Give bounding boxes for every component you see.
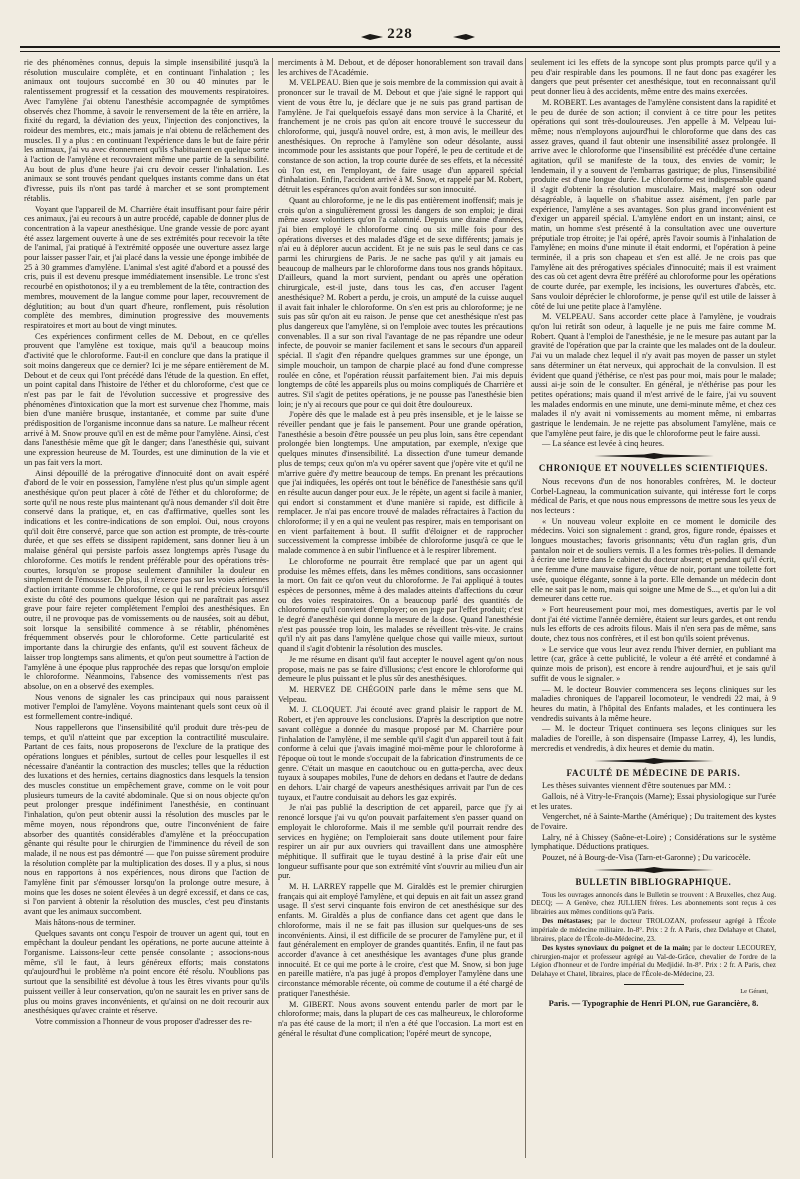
column-3 bbox=[531, 58, 776, 1009]
section-ornament bbox=[531, 453, 776, 459]
paragraph: M. HERVEZ DE CHÉGOIN parle dans le même sens que M. Velpeau. bbox=[278, 685, 523, 704]
bulletin-item bbox=[531, 917, 776, 943]
paragraph: merciments à M. Debout, et de déposer honorablement son travail dans les archives de l'Académie. bbox=[278, 58, 523, 77]
column-divider bbox=[272, 58, 273, 1158]
bulletin-intro: Tous les ouvrages annoncés dans le Bulletin se trouvent : A Bruxelles, chez Aug. DECQ; — A Genève, chez JULLIEN frères. Les abonnements sont reçus à ces librairies aux mêmes conditions qu'à Paris. bbox=[531, 890, 776, 916]
paragraph: — M. le docteur Bouvier commencera ses leçons cliniques sur les maladies chroniques de l'appareil locomoteur, le vendredi 22 mai, à 9 heures du matin, à l'hôpital des Enfants malades, et les continuera les vendredis suivants à la même heure. bbox=[531, 684, 776, 723]
bulletin-heading: BULLETIN BIBLIOGRAPHIQUE. bbox=[575, 876, 732, 887]
paragraph: Ainsi dépouillé de la prérogative d'innocuité dont on avait espéré d'abord de le voir en possession, l'amylène n'est plus qu'un simple agent anesthésique qu'on peut placer à côté de l'éther et du chloroforme; de sorte qu'il ne nous reste plus maintenant qu'à nous demander s'il doit être conservé dans la pratique, et, en cas d'affirmative, quelles sont les indications et les contre-indications de son emploi. Oui, nous croyons qu'il doit être conservé, parce que son action est prompte, de très-courte durée, et que ses effets se dissipent rapidement, sans donner lieu à un malaise général qui persiste parfois assez longtemps après l'usage du chloroforme. Ces motifs le rendent préférable pour des opérations très-courtes, lorsqu'on se propose seulement d'annihiler la douleur en simplement de l'émousser. De plus, il n'exerce pas sur les voies aériennes d'action irritante comme le chloroforme, ce qui le rend précieux lorsqu'il existe du côté des poumons quelque lésion qui ne paraîtrait pas assez grave pour faire rejeter complétement l'emploi des anesthésiques. En outre, il ne provoque pas de vomissements ou de nausées, soit au début, soit lorsque la sensibilité commence à se rétablir, phénomènes fréquemment observés pour le chloroforme. Cette particularité est importante dans la chirurgie des enfants, qu'il est souvent fâcheux de laisser trop longtemps sans aliments, et qu'on peut soumettre à l'action de l'amylène à une époque plus rapprochée des repas que lorsqu'on emploie le chloroforme. Néanmoins, l'absence des vomissements n'est pas absolue, on en a observé des exemples. bbox=[24, 468, 269, 691]
thesis-item: Lalry, né à Chissey (Saône-et-Loire) ; Considérations sur le système lymphatique. Déductions pratiques. bbox=[531, 832, 776, 852]
bulletin-item-title: Des kystes synoviaux du poignet et de la main; bbox=[542, 944, 691, 953]
paragraph: seulement ici les effets de la syncope sont plus prompts parce qu'il y a peu d'air respirable dans les poumons. Il ne faut donc pas exagérer les dangers que peut présenter cet anesthésique, tout en reconnaissant qu'il peut donner lieu à des accidents, même entre des mains exercées. bbox=[531, 58, 776, 97]
bulletin-item bbox=[531, 944, 776, 978]
gerant-label: Le Gérant, bbox=[740, 988, 768, 996]
column-2 bbox=[278, 58, 523, 1039]
paragraph: M. VELPEAU. Bien que je sois membre de la commission qui avait à prononcer sur le travail de M. Debout et que j'aie signé le rapport qui vient de vous être lu, je déclare que je ne suis pas grand partisan de l'amylène. Je l'ai quelquefois essayé dans mon service à la Charité, et franchement je ne crois pas qu'on ait encore trouvé le successeur du chloroforme, qui, jusqu'à nouvel ordre, est, à mon avis, le meilleur des anesthésiques. On reproche à l'amylène son odeur désolante, aussi incommode pour les assistants que pour l'opéré, le peu de certitude et de constance de son action, la trop courte durée de ses effets, et la nécessité où l'on est, en l'employant, de faire usage d'un appareil spécial d'inhalation. Enfin, l'accident arrivé à M. Snow, et rappelé par M. Robert, détruit les espérances qu'on avait fondées sur son innocuité. bbox=[278, 78, 523, 195]
paragraph: M. ROBERT. Les avantages de l'amylène consistent dans la rapidité et le peu de durée de son action; il convient à ce titre pour les petites opérations qui sont très-douloureuses. J'en appelle à M. Velpeau lui-même; nous n'employons aujourd'hui le chloroforme que dans des cas assez graves, quand il faut obtenir une insensibilité assez prolongée. Il arrive avec le chloroforme que l'insensibilité est précédée d'une certaine agitation, qu'il se manifeste de la toux, des envies de vomir; le lendemain, il y a souvent de l'embarras gastrique; de plus, l'insensibilité produite est d'une longue durée. Le chloroforme est indispensable quand il s'agit d'obtenir la résolution musculaire. Mais, malgré son odeur désagréable, à laquelle on s'habitue assez aisément, j'en parle par expérience, l'amylène a ses avantages. Son plus grand inconvénient est d'exiger un appareil spécial. L'amylène endort en un instant; ainsi, ce matin, un homme s'est présenté à la consultation avec une ouverture préputiale trop étroite; je l'ai opéré, après l'avoir soumis à l'inhalation de l'amylène; en moins d'une minute il était endormi, et l'opération à peine terminée, il a pris son chapeau et s'en est allé. Je ne crois pas que l'amylène ait des prérogatives spéciales d'innocuité; mais il est vraiment des cas où cet agent devra être préféré au chloroforme pour les opérations de courte durée, par exemple, les incisions, les ouvertures d'abcès, etc. Sans vouloir déprécier le chloroforme, je pense qu'il est utile de laisser à côté de lui une petite place à l'amylène. bbox=[531, 97, 777, 311]
paragraph: Quelques savants ont conçu l'espoir de trouver un agent qui, tout en empêchant la douleur pendant les opérations, ne porte aucune atteinte à l'organisme. Laissons-leur cette pensée consolante ; associons-nous même, s'il le faut, à leurs généreux efforts; mais constatons qu'aujourd'hui le problème n'a point encore été résolu. N'oublions pas surtout que la sensibilité est dévolue à tous les êtres vivants pour qu'ils puissent veiller à leur conservation, qu'on ne saurait les en priver sans de plus ou moins graves inconvénients, et qu'ainsi on ne doit recourir aux anesthésiques qu'avec crainte et réserve. bbox=[24, 928, 269, 1016]
paragraph: M. VELPEAU. Sans accorder cette place à l'amylène, je voudrais qu'on lui retirât son odeur, à laquelle je ne puis me faire comme M. Robert. Quant à l'emploi de l'anesthésie, je ne le mesure pas autant par la gravité de l'opération que par la crainte que les malades ont de la douleur. J'ai vu un malade chez lequel il n'y avait pas moyen de passer un stylet sans déterminer un état nerveux, qui approchait de la convulsion. Il est évident que quand j'éthérise, ce n'est pas pour moi, mais pour le malade; aussi ai-je soin de le consulter. En général, je n'éthérise pas pour les petites opérations; mais quand il m'est arrivé de le faire, j'ai vu souvent les malades endormis en une minute, une demi-minute même, et chez ces malades il n'y avait ni vomissements au moment même, ni embarras gastrique le lendemain. Je ne rejette pas absolument l'amylène, mais ce que l'amylène peut faire, je dis que le chloroforme peut le faire aussi. bbox=[531, 312, 776, 438]
paragraph: M. H. LARREY rappelle que M. Giraldès est le premier chirurgien français qui ait employé l'amylène, et qui depuis en ait fait un assez grand usage. Il s'est servi cinquante fois environ de cet anesthésique sur des enfants. M. Giraldès a plus de confiance dans cet agent que dans le chloroforme, mais il ne se fait pas illusion sur quelques-uns de ses inconvénients. Ainsi, il est difficile de se procurer de l'amylène pur, et il faut généralement en employer de grandes quantités. Enfin, il ne faut pas accorder d'avance à cet anesthésique les avantages d'une plus grande innocuité. Et ce qui me porte à le croire, c'est que M. Snow, si bon juge en pareille matière, n'a pas jugé à propos d'employer l'amylène dans une circonstance mémorable récente, où comme de coutume il a été chargé de pratiquer l'anesthésie. bbox=[278, 882, 523, 998]
section-ornament bbox=[531, 758, 776, 764]
thesis-item: Vengerchet, né à Sainte-Marthe (Amérique) ; Du traitement des kystes de l'ovaire. bbox=[531, 812, 776, 832]
bulletin-item-text: par le docteur TROLOZAN, professeur agrégé à l'École impériale de médecine militaire. In-8°. Prix : 2 fr. A Paris, chez Delahaye et Chatel, libraires, place de l'École-de-Médecine, 23. bbox=[531, 917, 776, 943]
header-ornament-right bbox=[452, 33, 476, 41]
paragraph: Nous rappellerons que l'insensibilité qu'il produit dure très-peu de temps, et qu'il n'atteint que par exception la contractilité musculaire. Partant de ces faits, nous proposerons de l'exclure de la pratique des opérations longues et pénibles, surtout de celles pour lesquelles il est nécessaire d'anéantir la contraction des muscles; telles que la réduction des luxations et des hernies, certains diagnostics dans lesquels la tension des muscles constitue un empêchement grave, comme on le voit pour plusieurs tumeurs de la cavité abdominale. Que si on nous objecte qu'on peut prolonger presque indéfiniment l'anesthésie, en continuant l'inhalation, qu'on peut obtenir aussi la résolution des muscles par le même moyen, nous répondrons que, outre l'inconvénient de faire absorber des quantités considérables d'amylène et la préoccupation gênante qui résulte pour le chirurgien de l'imminence du réveil de son malade, il ne nous est pas démontré — que l'on puisse sûrement produire la résolution complète par la multiplication des doses. Il y a plus, si nous nous en rapportons à nos expériences, nous dirons que l'action de l'amylène finit par s'émousser lorsqu'on la prolonge outre mesure, à moins que les doses ne soient élevées à un degré excessif, et dans ce cas, si l'on parvient à obtenir la résolution des muscles, c'est peu d'instants avant que les animaux succombent. bbox=[24, 722, 269, 917]
paragraph: Ces expériences confirment celles de M. Debout, en ce qu'elles prouvent que l'amylène est toxique, mais qu'il a beaucoup moins d'activité que le chloroforme. Faut-il en conclure que dans la pratique il soit moins dangereux que ce dernier? Ici je me sépare entièrement de M. Debout et de ceux qui l'ont précédé dans l'étude de la question. En effet, un point capital dans l'histoire de l'éther et du chloroforme, c'est que ce n'est pas par le fait de l'évolution successive et progressive des phénomènes d'intoxication que la mort est survenue chez l'homme, mais bien d'une manière brusque, instantanée, et comme par suite d'une prédisposition de l'organisme inconnue dans sa nature. Le malheur récent arrivé à M. Snow prouve qu'il en est de même pour l'amylène. Ainsi, c'est dans l'anesthésie même que gît le danger; dans l'anesthésie qui, suivant une expression heureuse de M. Tourdes, est une diminution de la vie et un pas fait vers la mort. bbox=[24, 331, 269, 467]
paragraph: » Fort heureusement pour moi, mes domestiques, avertis par le vol dont j'ai été victime l'année dernière, étaient sur leurs gardes, et ont rendu nuls les efforts de ces adroits filous. Mais il n'en sera pas de même, sans doute, chez tous nos confrères, et il est bon qu'ils soient prévenus. bbox=[531, 604, 776, 644]
paragraph: M. J. CLOQUET. J'ai écouté avec grand plaisir le rapport de M. Robert, et j'en approuve les conclusions. D'après la description que notre savant collègue a donnée du masque proposé par M. Charrière pour l'inhalation de l'amylène, il me semble qu'il s'agit d'un appareil tout à fait conforme à celui que j'avais imaginé moi-même pour le chloroforme à l'époque où tout le monde s'occupait de la fabrication d'instruments de ce genre. C'était un masque en caoutchouc ou en gutta-percha, avec deux tuyaux à soupapes mobiles, l'une de dehors en dedans et l'autre de dedans en dehors. L'air chargé de vapeurs anesthésiques arrivait par l'un de ces tuyaux, et l'autre conduisait au dehors les gaz expirés. bbox=[278, 705, 523, 802]
paragraph: Quant au chloroforme, je ne le dis pas entièrement inoffensif; mais je crois qu'on a singulièrement grossi les dangers de son emploi; je dirai même assez volontiers qu'on l'a calomnié. Depuis une dizaine d'années, j'ai bien employé le chloroforme cinq ou six mille fois pour des opérations diverses et des malades d'âge et de sexe différents; jamais je n'ai eu à déplorer aucun accident. Et je ne suis pas le seul dans ce cas parmi les chirurgiens de Paris. Je ne sache pas qu'il y ait jamais eu beaucoup de malheurs par le chloroforme dans tous nos grands hôpitaux. D'ailleurs, quand la mort survient, pendant ou après une opération chirurgicale, est-il juste, dans tous les cas, d'en accuser l'agent anesthésique? M. Robert a perdu, je crois, un amputé de la cuisse auquel il avait fait inhaler le chloroforme. On s'en est pris au chloroforme; je ne suis pas sûr qu'on ait eu raison. Je pense que cet anesthésique n'est pas plus dangereux que l'amylène, si on l'emploie avec toutes les précautions convenables. Il a sur son rival l'avantage de ne pas répandre une odeur infecte, de pouvoir se manier facilement et sans le secours d'un appareil spécial. Il s'agit d'en répandre quelques grammes sur une éponge, un simple mouchoir, un tampon de charpie placé au fond d'une compresse roulée en cône, et l'opération réussit parfaitement bien. J'ai mis depuis longtemps de côté les appareils plus ou moins compliqués de Charrière et autres. S'il s'agit de petites opérations, je ne pousse pas l'anesthésie bien loin; je n'y ai recours que pour ce qui doit être douloureux. bbox=[278, 195, 523, 409]
paragraph: — La séance est levée à cinq heures. bbox=[542, 439, 665, 449]
footer-rule bbox=[624, 984, 684, 985]
paragraph: rie des phénomènes connus, depuis la simple insensibilité jusqu'à la résolution musculaire complète, et en continuant l'inhalation ; les animaux ont toujours succombé en 30 ou 40 minutes par le ralentissement progressif et la cessation des mouvements respiratoires. Avec l'amylène j'ai obtenu l'anesthésie accompagnée de symptômes observés chez l'homme, à savoir le renversement de la tête en arrière, la fixité du regard, la déviation des yeux, l'injection des conjonctives, la roideur des membres, etc.; mais jamais je n'ai obtenu de relâchement des muscles. Il y a plus : en continuant l'expérience dans le but de faire périr les animaux, j'ai vu avec étonnement qu'ils s'habituaient en quelque sorte à l'action de l'amylène et recouvraient même une partie de la sensibilité. Au bout de plus d'une heure j'ai cru devoir cesser l'inhalation. Les animaux se sont trouvés pendant quelques instants comme dans un état d'ivresse, puis ils n'ont pas tardé à marcher et se sont promptement rétablis. bbox=[24, 58, 269, 203]
chronique-heading: CHRONIQUE ET NOUVELLES SCIENTIFIQUES. bbox=[538, 463, 769, 474]
page-header bbox=[20, 24, 780, 46]
paragraph: Mais hâtons-nous de terminer. bbox=[35, 917, 136, 927]
paragraph: Votre commission a l'honneur de vous proposer d'adresser des re- bbox=[35, 1016, 252, 1026]
paragraph: J'opère dès que le malade est à peu près insensible, et je le laisse se réveiller pendant que je fais le pansement. Pour une grande opération, l'anesthésie a besoin d'être poussée un peu plus loin, sans être cependant prolongée bien longtemps. Une amputation, par exemple, n'exige que quelques minutes d'insensibilité. La dissection d'une tumeur demande plus de temps; ceux qu'on m'a vu opérer savent que j'opère vite et qu'il ne m'arrive guère d'y mettre beaucoup de temps. En prenant les précautions que j'ai indiquées, les opérés ont tout le bénéfice de l'anesthésie sans qu'il en résulte aucun danger pour eux. Je le répète, un agent si facile à manier, qui endort si constamment et d'une manière si rapide, est difficile à remplacer. Je n'ai pas encore trouvé de malades réfractaires à l'action du chloroforme; il y en a qui ne veulent pas respirer, mais en temporisant on en vient parfaitement à bout. Il suffit d'éloigner et de rapprocher successivement la compresse imbibée de chloroforme jusqu'à ce que le malade commence à en subir l'influence et à le respirer librement. bbox=[278, 410, 523, 556]
paragraph: Le chloroforme ne pourrait être remplacé que par un agent qui produise les mêmes effets, dans les mêmes conditions, sans occasionner la mort. On fait ce qu'on veut du chloroforme. Je l'ai appliqué à toutes espèces de personnes, même à des malades atteints d'affections du cœur ou des voies respiratoires. On a beaucoup parlé des quantités de chloroforme qu'il convient d'employer; on en juge par l'effet produit; c'est le degré d'anesthésie qui donne la mesure de la dose. Quand l'anesthésie n'est pas poussée trop loin, les malades se réveillent très-vite. Je crains qu'il n'y ait pas dans l'amylène quelque chose qui vaille mieux, surtout quand il s'agit d'obtenir la résolution des muscles. bbox=[278, 556, 523, 654]
paragraph: Je me résume en disant qu'il faut accepter le nouvel agent qu'on nous propose, mais ne pas se faire d'illusions; c'est encore le chloroforme qui demeure le plus puissant et le plus sûr des anesthésiques. bbox=[278, 654, 523, 684]
header-rule-thick bbox=[20, 46, 780, 48]
header-rule-thin bbox=[20, 51, 780, 52]
bulletin-item-title: Des métastases; bbox=[542, 917, 593, 926]
column-1 bbox=[24, 58, 269, 1028]
section-ornament bbox=[531, 867, 776, 873]
paragraph: Nous recevons d'un de nos honorables confrères, M. le docteur Corbel-Lagneau, la communication suivante, qui intéresse fort le corps médical de Paris, et que nous nous empressons de mettre sous les yeux de nos lecteurs : bbox=[531, 476, 776, 515]
thesis-item: Gallois, né à Vitry-le-François (Marne); Essai physiologique sur l'urée et les urates. bbox=[531, 791, 776, 811]
imprint-line: Paris. — Typographie de Henri PLON, rue Garancière, 8. bbox=[548, 998, 759, 1009]
paragraph: » Le service que vous leur avez rendu l'hiver dernier, en publiant ma lettre (car, grâce à cette publicité, le voleur a été arrêté et condamné à quinze mois de prison), est encore à rendre aujourd'hui, et je sais qu'il suffit de vous le signaler. » bbox=[531, 644, 776, 683]
paragraph: — M. le docteur Triquet continuera ses leçons cliniques sur les maladies de l'oreille, à son dispensaire (Impasse Larrey, 4), les lundis, mercredis et vendredis, à dix heures et demie du matin. bbox=[531, 724, 776, 753]
page-number: 228 bbox=[387, 26, 413, 42]
paragraph: Je n'ai pas publié la description de cet appareil, parce que j'y ai renoncé lorsque j'ai vu qu'on pouvait parfaitement s'en passer quand on employait le chloroforme. Mais il me semble qu'il pourrait rendre des services en hygiène; on l'emploierait sans doute utilement pour faire respirer un air pur aux ouvriers qui travaillent dans une atmosphère méphitique. Il suffirait que le tuyau destiné à la prise d'air eût une longueur suffisante pour que son extrémité vînt s'ouvrir au milieu d'un air pur. bbox=[278, 803, 523, 881]
column-divider bbox=[525, 58, 526, 1158]
bulletin-item-text: par le docteur LECOUREY, chirurgien-major et professeur agrégé au Val-de-Grâce, chevalier de l'ordre de la Légion d'honneur et de l'ordre impérial du Medjidié. In-8°. Prix : 2 fr. A Paris, chez Delahaye et Chatel, libraires, place de l'École-de-Médecine, 23. bbox=[531, 944, 776, 978]
paragraph: « Un nouveau voleur exploite en ce moment le domicile des médecins. Voici son signalement : grand, gros, figure ronde, épaisses et longues moustaches; favoris grisonnants; vêtu d'un raglan gris, d'un pantalon noir et de souliers vernis. Il a les formes très-polies. Il demande à écrire une lettre dans le cabinet du docteur absent; et pendant qu'il écrit, une femme d'une mauvaise figure, vêtue de noir, portant une toilette fort usée, quoique élégante, sonne à la porte. Elle demande un médecin dont elle ne sait pas le nom, mais qui soigne une Mme de S..., et qu'on lui a dit demeurer dans cette rue. bbox=[531, 516, 776, 604]
thesis-item: Pouzet, né à Bourg-de-Visa (Tarn-et-Garonne) ; Du varicocèle. bbox=[542, 853, 751, 863]
paragraph: M. GIBERT. Nous avons souvent entendu parler de mort par le chloroforme; mais, dans la plupart de ces cas malheureux, le chloroforme n'a pas été cause de la mort; il n'en a été que l'occasion. La mort est en général le résultat d'une complication; l'opéré meurt de syncope, bbox=[278, 999, 523, 1038]
paragraph: Les thèses suivantes viennent d'être soutenues par MM. : bbox=[542, 781, 731, 791]
paragraph: Nous venons de signaler les cas principaux qui nous paraissent motiver l'emploi de l'amylène. Voyons maintenant quels sont ceux où il est formellement contre-indiqué. bbox=[24, 692, 269, 722]
paragraph: Voyant que l'appareil de M. Charrière était insuffisant pour faire périr ces animaux, j'ai eu recours à un autre procédé, capable de donner plus de concentration à la vapeur anesthésique. Une grande vessie de porc ayant été assez largement ouverte à une de ses extrémités pour recevoir la tête de l'animal, j'ai pratiqué à l'extrémité opposée une ouverture assez large pour laisser passer l'air, et j'ai placé dans la vessie une éponge imbibée de 25 à 30 grammes d'amylène. L'animal s'est agité d'abord et a poussé des cris, puis il est devenu presque immédiatement insensible. Le tronc s'est recourbé en opisthotonos; il y a eu tremblement de la tête, contraction des membres, mouvement de la langue comme pour laper, recouvrement de déglutition; au bout d'un quart d'heure, ronflement, puis résolution complète des membres, diminution progressive des mouvements respiratoires et mort au bout de vingt minutes. bbox=[24, 204, 269, 330]
faculte-heading: FACULTÉ DE MÉDECINE DE PARIS. bbox=[566, 767, 741, 778]
